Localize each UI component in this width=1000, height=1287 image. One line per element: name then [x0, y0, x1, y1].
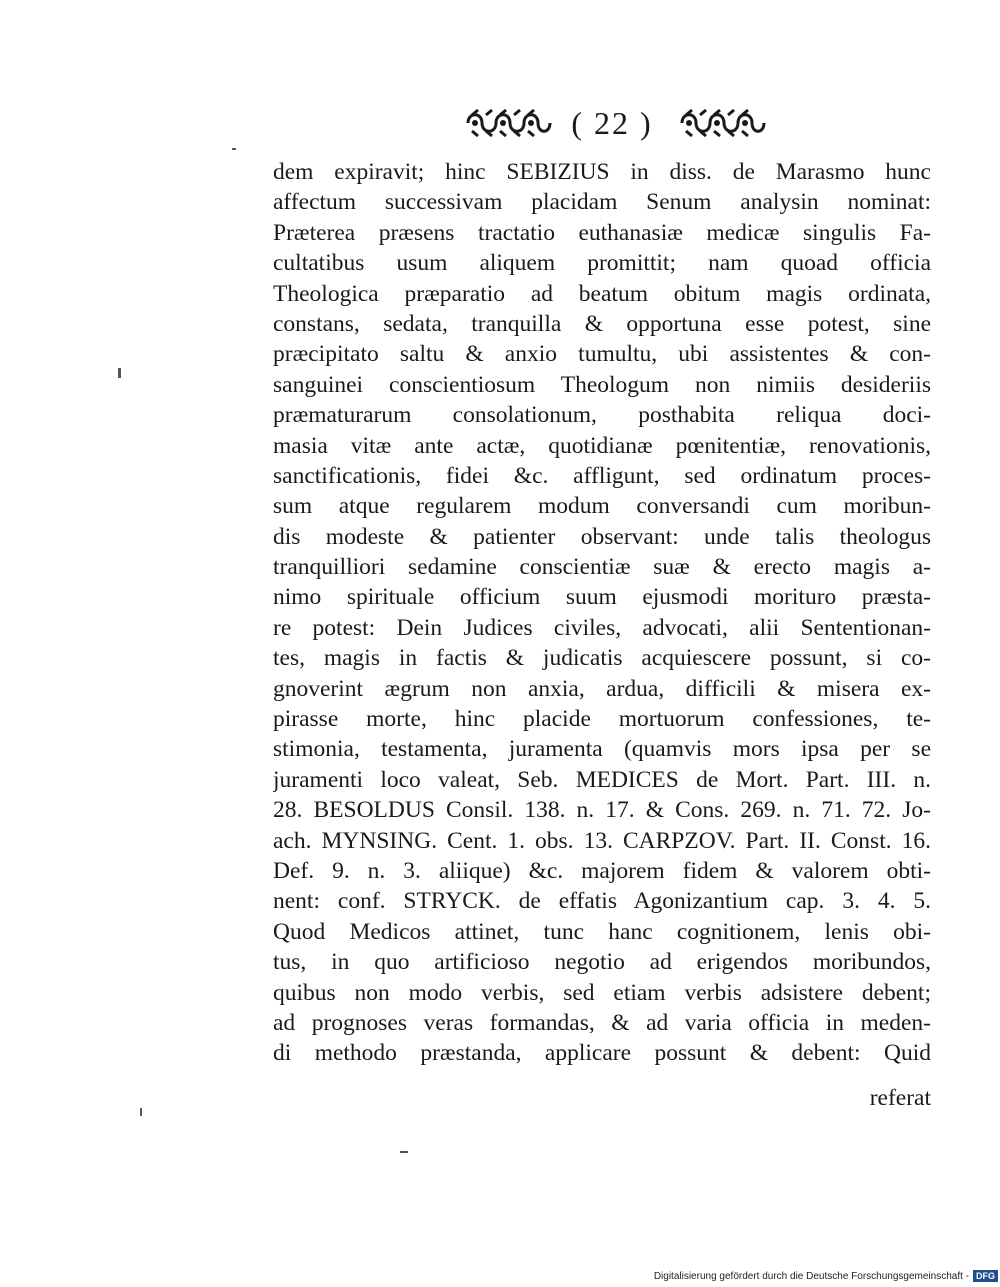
text-line: masia vitæ ante actæ, quotidianæ pœnitentiæ, renovationis, [273, 432, 931, 459]
body-text [273, 157, 931, 1069]
text-line: stimonia, testamenta, juramenta (quamvis mors ipsa per se [273, 736, 931, 763]
text-line: Theologica præparatio ad beatum obitum magis ordinata, [273, 280, 931, 307]
text-line: di methodo præstanda, applicare possunt & debent: Quid [273, 1040, 931, 1067]
text-line: juramenti loco valeat, Seb. MEDICES de Mort. Part. III. n. [273, 766, 931, 793]
text-line: præcipitato saltu & anxio tumultu, ubi assistentes & con- [273, 341, 931, 368]
scan-speck [118, 368, 121, 378]
text-line: quibus non modo verbis, sed etiam verbis adsistere debent; [273, 979, 931, 1006]
catchword: referat [869, 1085, 931, 1111]
text-line: tes, magis in factis & judicatis acquiescere possunt, si co- [273, 645, 931, 672]
text-line: tus, in quo artificioso negotio ad erigendos moribundos, [273, 949, 931, 976]
text-line: Quod Medicos attinet, tunc hanc cognitionem, lenis obi- [273, 918, 931, 945]
page-header [0, 103, 1000, 143]
text-line: dis modeste & patienter observant: unde talis theologus [273, 523, 931, 550]
text-line: ad prognoses veras formandas, & ad varia officia in meden- [273, 1009, 931, 1036]
text-line: nent: conf. STRYCK. de effatis Agonizantium cap. 3. 4. 5. [273, 888, 931, 915]
text-line: sum atque regularem modum conversandi cum moribun- [273, 493, 931, 520]
scan-speck [232, 148, 236, 150]
left-ornament-icon [464, 106, 554, 140]
right-ornament-icon [678, 106, 768, 140]
text-line: Præterea præsens tractatio euthanasiæ medicæ singulis Fa- [273, 219, 931, 246]
text-line: affectum successivam placidam Senum analysin nominat: [273, 189, 931, 216]
text-line: præmaturarum consolationum, posthabita reliqua doci- [273, 402, 931, 429]
text-line: gnoverint ægrum non anxia, ardua, difficili & misera ex- [273, 675, 931, 702]
text-line: constans, sedata, tranquilla & opportuna esse potest, sine [273, 310, 931, 337]
text-line: tranquilliori sedamine conscientiæ suæ & erecto magis a- [273, 554, 931, 581]
text-line: nimo spirituale officium suum ejusmodi morituro præsta- [273, 584, 931, 611]
credit-text: Digitalisierung gefördert durch die Deutsche Forschungsgemeinschaft - [653, 1271, 969, 1282]
text-line: ach. MYNSING. Cent. 1. obs. 13. CARPZOV. Part. II. Const. 16. [273, 827, 931, 854]
text-line: sanguinei conscientiosum Theologum non nimiis desideriis [273, 371, 931, 398]
scan-speck [140, 1108, 142, 1116]
text-line: 28. BESOLDUS Consil. 138. n. 17. & Cons. 269. n. 71. 72. Jo- [273, 797, 931, 824]
text-line: re potest: Dein Judices civiles, advocati, alii Sententionan- [273, 614, 931, 641]
scan-speck [400, 1151, 408, 1153]
page-number: ( 22 ) [571, 105, 653, 141]
text-line: cultatibus usum aliquem promittit; nam quoad officia [273, 250, 931, 277]
dfg-logo-icon: DFG [973, 1270, 998, 1282]
text-line: dem expiravit; hinc SEBIZIUS in diss. de Marasmo hunc [273, 159, 931, 185]
digitization-credit [610, 1268, 998, 1286]
text-line: pirasse morte, hinc placide mortuorum confessiones, te- [273, 706, 931, 733]
text-line: sanctificationis, fidei &c. affligunt, sed ordinatum proces- [273, 462, 931, 489]
text-line: Def. 9. n. 3. aliique) &c. majorem fidem & valorem obti- [273, 857, 931, 884]
